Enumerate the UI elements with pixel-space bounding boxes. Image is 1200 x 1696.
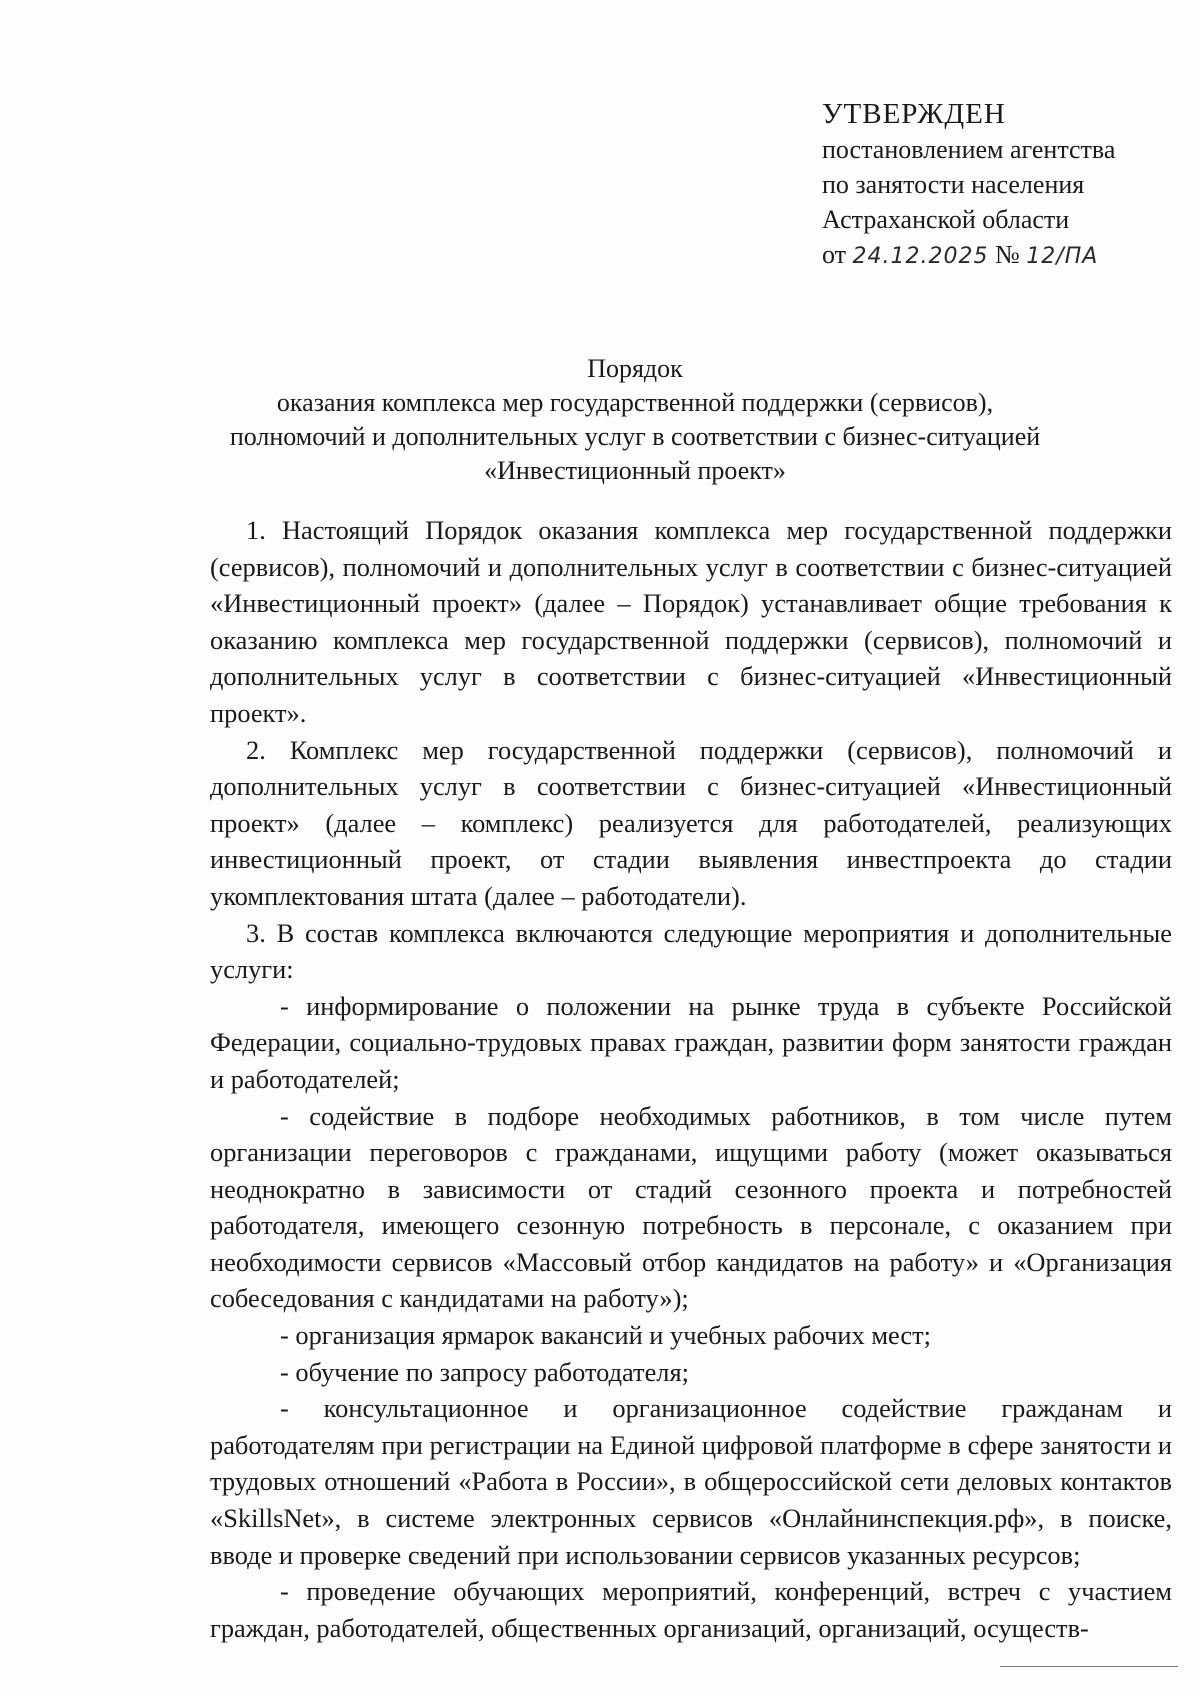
title-line-2: полномочий и дополнительных услуг в соответствии с бизнес-ситуацией: [229, 422, 1041, 451]
title-line-3: «Инвестиционный проект»: [484, 456, 786, 485]
approval-line-1: постановлением агентства: [822, 135, 1116, 164]
paragraph-3: 3. В состав комплекса включаются следующие мероприятия и дополнительные услуги:: [210, 917, 1172, 985]
handwritten-number: 12/ПА: [1026, 244, 1099, 269]
number-sign: №: [995, 240, 1020, 269]
list-item: - консультационное и организационное содействие гражданам и работодателям при регистрации на Единой цифровой платформе в сфере занятости и трудовых отношений «Работа в России», в общероссийской сети деловых контактов «SkillsNet», в системе электронных сервисов «Онлайнинспекция.рф», в поиске, вводе и проверке сведений при использовании сервисов указанных ресурсов;: [210, 1393, 1172, 1570]
document-title: [210, 352, 1060, 488]
list-item: - проведение обучающих мероприятий, конференций, встреч с участием граждан, работодателей, общественных организаций, организаций, осуществ-: [210, 1576, 1172, 1643]
handwritten-date: 24.12.2025: [852, 244, 989, 269]
list-item: - информирование о положении на рынке труда в субъекте Российской Федерации, социально-трудовых правах граждан, развитии форм занятости граждан и работодателей;: [210, 990, 1172, 1094]
list-item: - организация ярмарок вакансий и учебных рабочих мест;: [280, 1320, 931, 1351]
approval-block: [822, 96, 1182, 274]
list-item: - обучение по запросу работодателя;: [280, 1356, 689, 1387]
list-item: - содействие в подборе необходимых работников, в том числе путем организации переговоров с гражданами, ищущими работу (может оказываться неоднократно в зависимости от стадий сезонного проекта и потребностей работодателя, имеющего сезонную потребность в персонале, с оказанием при необходимости сервисов «Массовый отбор кандидатов на работу» и «Организация собеседования с кандидатами на работу»);: [210, 1100, 1172, 1314]
paragraph-1: 1. Настоящий Порядок оказания комплекса мер государственной поддержки (сервисов), полномочий и дополнительных услуг в соответствии с бизнес-ситуацией «Инвестиционный проект» (далее – Порядок) устанавливает общие требования к оказанию комплекса мер государственной поддержки (сервисов), полномочий и дополнительных услуг в соответствии с бизнес-ситуацией «Инвестиционный проект».: [210, 515, 1172, 728]
paragraph-2: 2. Комплекс мер государственной поддержки (сервисов), полномочий и дополнительных услуг в соответствии с бизнес-ситуацией «Инвестиционный проект» (далее – комплекс) реализуется для работодателей, реализующих инвестиционный проект, от стадии выявления инвестпроекта до стадии укомплектования штата (далее – работодатели).: [210, 734, 1172, 911]
title-heading: Порядок: [587, 354, 683, 383]
date-prefix: от: [822, 240, 847, 269]
approval-line-3: Астраханской области: [822, 205, 1070, 234]
approval-date-line: [822, 237, 1182, 274]
approval-line-2: по занятости населения: [822, 170, 1085, 199]
footer-rule: [1000, 1666, 1178, 1667]
document-body: [210, 512, 1172, 1646]
title-line-1: оказания комплекса мер государственной поддержки (сервисов),: [276, 388, 994, 417]
approval-heading: УТВЕРЖДЕН: [822, 98, 1006, 130]
